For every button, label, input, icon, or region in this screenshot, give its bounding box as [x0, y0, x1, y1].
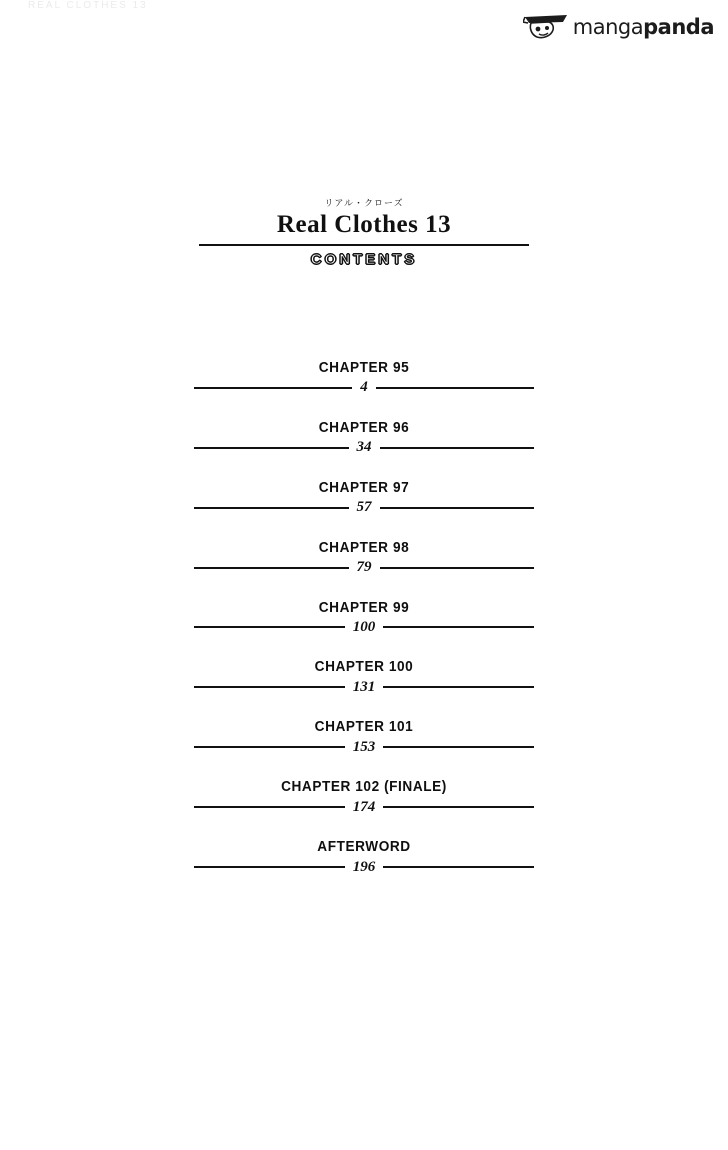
- toc-rule-left: [194, 387, 352, 389]
- toc-entry-pagerow: [194, 380, 534, 395]
- page-title: Real Clothes 13: [276, 211, 452, 238]
- toc-rule-right: [380, 507, 535, 509]
- list-item[interactable]: [194, 779, 534, 839]
- toc-entry-page: 196: [352, 858, 376, 875]
- toc-entry-pagerow: [194, 620, 534, 635]
- list-item[interactable]: [194, 719, 534, 779]
- toc-rule-left: [194, 447, 349, 449]
- toc-entry-page: 174: [352, 798, 376, 815]
- title-divider: [199, 244, 529, 246]
- list-item[interactable]: [194, 420, 534, 480]
- faint-page-header: REAL CLOTHES 13: [28, 0, 148, 11]
- list-item[interactable]: [194, 600, 534, 660]
- toc-entry-page: 57: [356, 499, 372, 516]
- toc-entry-label: AFTERWORD: [317, 839, 411, 856]
- toc-rule-left: [194, 746, 345, 748]
- toc-entry-label: CHAPTER 95: [318, 360, 410, 376]
- toc-entry-label: CHAPTER 101: [314, 719, 414, 736]
- toc-entry-label: CHAPTER 96: [318, 419, 410, 436]
- list-item[interactable]: [194, 839, 534, 899]
- toc-rule-right: [376, 387, 534, 389]
- list-item[interactable]: [194, 540, 534, 600]
- list-item[interactable]: [194, 480, 534, 540]
- title-furigana: リアル・クローズ: [324, 199, 404, 209]
- toc-entry-pagerow: [194, 560, 534, 575]
- toc-entry-pagerow: [194, 800, 534, 815]
- toc-entry-page: 100: [352, 618, 376, 635]
- toc-entry-pagerow: [194, 500, 534, 515]
- toc-rule-right: [383, 746, 534, 748]
- toc-entry-label: CHAPTER 98: [318, 539, 410, 556]
- toc-entry-pagerow: [194, 680, 534, 695]
- list-item[interactable]: [194, 360, 534, 420]
- toc-entry-label: CHAPTER 97: [318, 479, 410, 496]
- manga-panda-watermark: [523, 12, 714, 42]
- toc-entry-pagerow: [194, 740, 534, 755]
- toc-entry-page: 4: [360, 379, 368, 396]
- toc-entry-label: CHAPTER 102 (FINALE): [281, 779, 447, 796]
- toc-rule-right: [380, 567, 535, 569]
- toc-rule-left: [194, 866, 345, 868]
- toc-entry-page: 153: [352, 738, 376, 755]
- toc-rule-left: [194, 507, 349, 509]
- toc-entry-label: CHAPTER 99: [318, 599, 410, 616]
- manga-panda-logo-icon: [523, 13, 569, 41]
- contents-label: CONTENTS: [310, 250, 418, 268]
- title-block: [0, 196, 728, 268]
- toc-entry-pagerow: [194, 860, 534, 875]
- toc-rule-right: [383, 806, 534, 808]
- toc-entry-label: CHAPTER 100: [314, 659, 414, 676]
- toc-rule-right: [380, 447, 535, 449]
- toc-entry-page: 79: [356, 559, 372, 576]
- toc-entry-pagerow: [194, 440, 534, 455]
- toc-rule-left: [194, 567, 349, 569]
- toc-rule-left: [194, 806, 345, 808]
- watermark-text: [573, 15, 714, 39]
- list-item[interactable]: [194, 659, 534, 719]
- watermark-text-bold: panda: [643, 15, 714, 39]
- watermark-text-light: manga: [572, 15, 644, 39]
- toc-entry-page: 34: [356, 439, 372, 456]
- toc-rule-right: [383, 686, 534, 688]
- toc-rule-right: [383, 866, 534, 868]
- toc-rule-left: [194, 626, 345, 628]
- toc-rule-left: [194, 686, 345, 688]
- toc-rule-right: [383, 626, 534, 628]
- toc-entry-page: 131: [352, 678, 376, 695]
- table-of-contents: [0, 360, 728, 899]
